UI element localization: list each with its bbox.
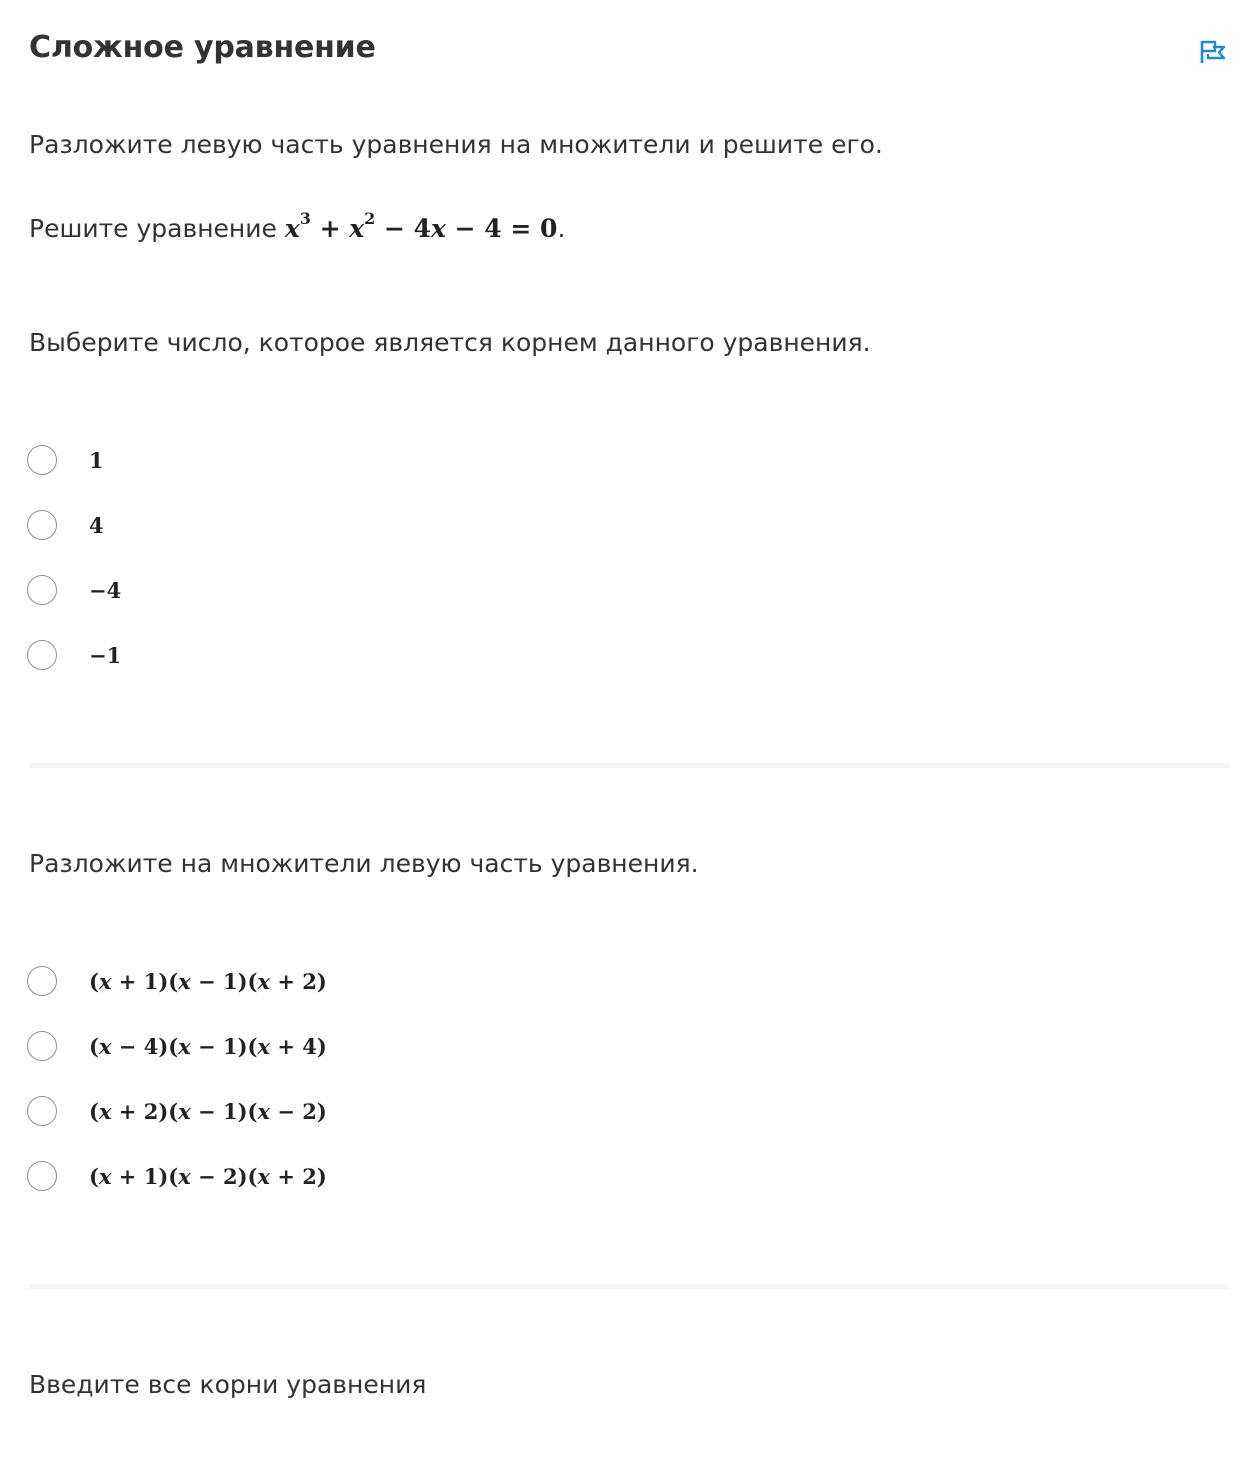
equation-line xyxy=(29,208,566,244)
radio-button[interactable] xyxy=(27,1031,57,1061)
question2-prompt: Разложите на множители левую часть уравнения. xyxy=(29,849,699,878)
q1-option-2[interactable] xyxy=(27,508,104,542)
q2-option-1[interactable] xyxy=(27,964,327,998)
page-title: Сложное уравнение xyxy=(29,30,376,65)
question3-prompt: Введите все корни уравнения xyxy=(29,1370,427,1399)
radio-button[interactable] xyxy=(27,510,57,540)
radio-button[interactable] xyxy=(27,1096,57,1126)
task-instruction: Разложите левую часть уравнения на множители и решите его. xyxy=(29,130,883,159)
q1-option-label: −4 xyxy=(89,577,122,603)
q2-option-3[interactable] xyxy=(27,1094,327,1128)
radio-button[interactable] xyxy=(27,575,57,605)
q2-option-label: (x + 1)(x − 2)(x + 2) xyxy=(89,1163,327,1189)
q1-option-3[interactable] xyxy=(27,573,121,607)
question1-prompt: Выберите число, которое является корнем данного уравнения. xyxy=(29,328,871,357)
q1-option-4[interactable] xyxy=(27,638,121,672)
q1-option-label: 4 xyxy=(89,512,104,538)
q2-option-label: (x + 1)(x − 1)(x + 2) xyxy=(89,968,327,994)
q2-option-label: (x − 4)(x − 1)(x + 4) xyxy=(89,1033,327,1059)
q2-option-2[interactable] xyxy=(27,1029,327,1063)
section-divider xyxy=(29,1284,1229,1289)
radio-button[interactable] xyxy=(27,1161,57,1191)
equation-prefix: Решите уравнение xyxy=(29,214,277,243)
radio-button[interactable] xyxy=(27,445,57,475)
flag-icon[interactable] xyxy=(1199,39,1227,65)
q2-option-4[interactable] xyxy=(27,1159,327,1193)
q1-option-label: 1 xyxy=(89,447,104,473)
q2-option-label: (x + 2)(x − 1)(x − 2) xyxy=(89,1098,327,1124)
q1-option-label: −1 xyxy=(89,642,122,668)
equation: $x^3 + x^2 - 4x - 4 = 0$ xyxy=(284,208,558,243)
q1-option-1[interactable] xyxy=(27,443,104,477)
radio-button[interactable] xyxy=(27,640,57,670)
radio-button[interactable] xyxy=(27,966,57,996)
equation-suffix: . xyxy=(557,214,566,243)
section-divider xyxy=(29,763,1229,768)
